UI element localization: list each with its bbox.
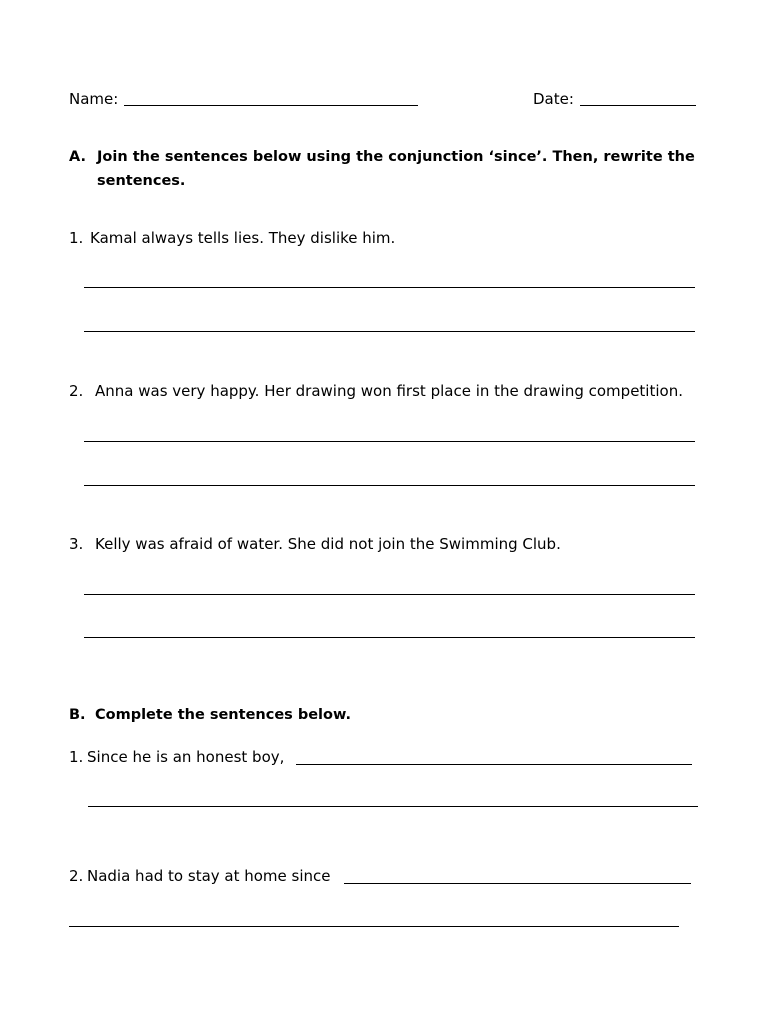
question-number: 2.	[69, 867, 84, 885]
question-text: Kamal always tells lies. They dislike him.	[90, 229, 396, 247]
question-number: 2.	[69, 382, 84, 400]
question-number: 3.	[69, 535, 84, 553]
answer-line[interactable]	[84, 594, 695, 595]
section-a-letter: A.	[69, 149, 86, 165]
answer-line[interactable]	[84, 287, 695, 288]
answer-line[interactable]	[84, 485, 695, 486]
question-number: 1.	[69, 748, 84, 766]
answer-line[interactable]	[84, 441, 695, 442]
question-text: Kelly was afraid of water. She did not join the Swimming Club.	[95, 535, 561, 553]
answer-line[interactable]	[344, 883, 691, 884]
answer-line[interactable]	[84, 331, 695, 332]
section-b-instruction: Complete the sentences below.	[95, 707, 351, 723]
section-b-letter: B.	[69, 707, 86, 723]
date-label: Date:	[533, 90, 574, 108]
question-text: Anna was very happy. Her drawing won first place in the drawing competition.	[95, 382, 683, 400]
answer-line[interactable]	[296, 764, 692, 765]
question-number: 1.	[69, 229, 84, 247]
question-text: Nadia had to stay at home since	[87, 867, 331, 885]
section-a-instruction-line1: Join the sentences below using the conjunction ‘since’. Then, rewrite the	[97, 149, 695, 165]
answer-line[interactable]	[84, 637, 695, 638]
section-a-instruction-line2: sentences.	[97, 173, 186, 189]
answer-line[interactable]	[69, 926, 679, 927]
answer-line[interactable]	[88, 806, 698, 807]
question-text: Since he is an honest boy,	[87, 748, 285, 766]
name-blank[interactable]	[124, 105, 418, 106]
name-label: Name:	[69, 90, 119, 108]
date-blank[interactable]	[580, 105, 696, 106]
